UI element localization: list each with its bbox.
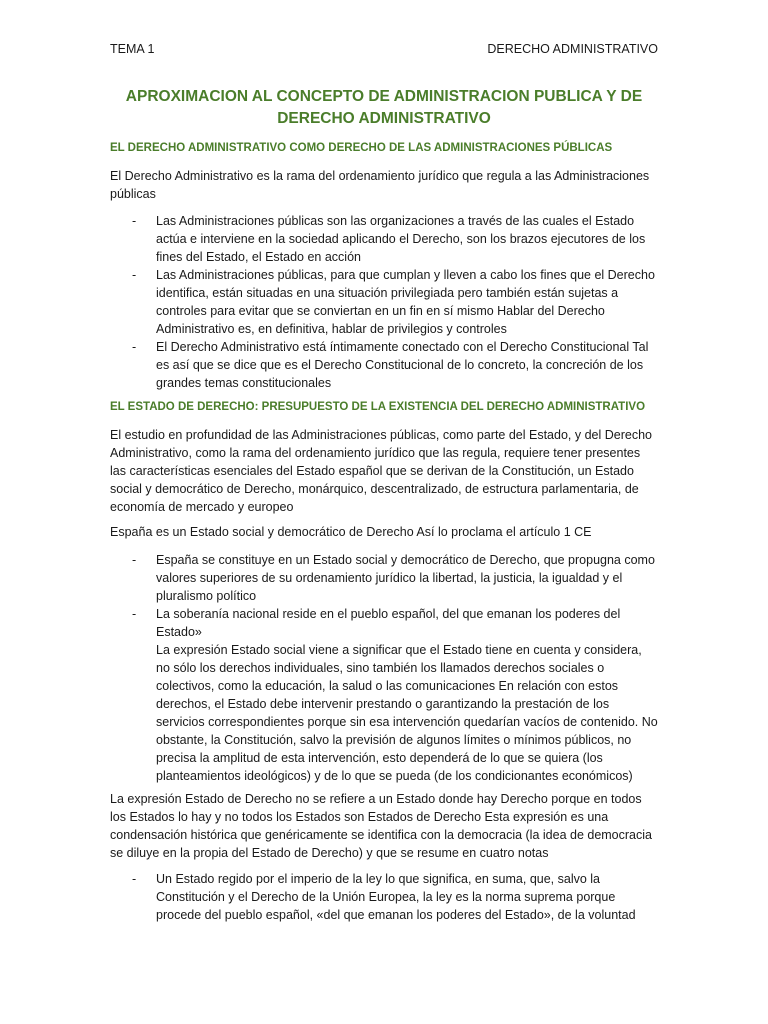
bullet-text: Las Administraciones públicas son las organizaciones a través de las cuales el Estado actúa e interviene en la sociedad aplicando el Derecho, son los brazos ejecutores de los fines del Estado, el Estado en acción xyxy=(156,214,646,264)
bullet-text: La soberanía nacional reside en el pueblo español, del que emanan los poderes del Estado» xyxy=(156,607,621,639)
section-1-bullet-list xyxy=(110,212,658,392)
bullet-dash: - xyxy=(132,607,137,621)
section-2-final-bullet-list xyxy=(110,870,658,924)
list-item xyxy=(110,212,658,266)
bullet-dash: - xyxy=(132,553,137,567)
bullet-text: España se constituye en un Estado social y democrático de Derecho, que propugna como valores superiores de su ordenamiento jurídico la libertad, la justicia, la igualdad y el pluralismo político xyxy=(156,553,655,603)
list-item xyxy=(110,551,658,605)
bullet-text: El Derecho Administrativo está íntimamente conectado con el Derecho Constitucional Tal es así que se dice que es el Derecho Constitucional de lo concreto, la concreción de los grandes temas constitucionales xyxy=(156,340,649,390)
section-1-heading: EL DERECHO ADMINISTRATIVO COMO DERECHO DE LAS ADMINISTRACIONES PÚBLICAS xyxy=(110,142,613,154)
document-title xyxy=(110,86,658,130)
header-right: DERECHO ADMINISTRATIVO xyxy=(487,42,658,56)
section-2-paragraph-2: España es un Estado social y democrático de Derecho Así lo proclama el artículo 1 CE xyxy=(110,525,592,539)
bullet-text: Las Administraciones públicas, para que cumplan y lleven a cabo los fines que el Derecho identifica, están situadas en una situación privilegiada pero también están sujetas a controles para evitar que se conviertan en un fin en sí mismo Hablar del Derecho Administrativo es, en definitiva, hablar de privilegios y controles xyxy=(156,268,655,336)
page-header xyxy=(110,42,658,56)
bullet-continuation: La expresión Estado social viene a significar que el Estado tiene en cuenta y considera, no sólo los derechos individuales, sino también los llamados derechos sociales o colectivos, como la educación, la salud o las comunicaciones En relación con estos derechos, el Estado debe intervenir prestando o garantizando la prestación de los servicios correspondientes porque sin esa intervención quedarían vacíos de contenido. No obstante, la Constitución, salvo la previsión de algunos límites o mínimos públicos, no precisa la amplitud de esta intervención, esto dependerá de lo que se quiera (los planteamientos ideológicos) y de lo que se pueda (de los condicionantes económicos) xyxy=(156,643,658,783)
list-item xyxy=(110,338,658,392)
section-2-heading: EL ESTADO DE DERECHO: PRESUPUESTO DE LA EXISTENCIA DEL DERECHO ADMINISTRATIVO xyxy=(110,401,646,413)
section-2-paragraph-3: La expresión Estado de Derecho no se refiere a un Estado donde hay Derecho porque en todos los Estados lo hay y no todos los Estados son Estados de Derecho Esta expresión es una condensación histórica que genéricamente se identifica con la democracia (la idea de democracia se diluye en la propia del Estado de Derecho) y que se resume en cuatro notas xyxy=(110,792,652,860)
bullet-text: Un Estado regido por el imperio de la ley lo que significa, en suma, que, salvo la Constitución y el Derecho de la Unión Europea, la ley es la norma suprema porque procede del pueblo español, «del que emanan los poderes del Estado», de la voluntad xyxy=(156,872,636,922)
list-item xyxy=(110,605,658,785)
section-1-intro: El Derecho Administrativo es la rama del ordenamiento jurídico que regula a las Administraciones públicas xyxy=(110,169,650,201)
title-line-1: APROXIMACION AL CONCEPTO DE ADMINISTRACION PUBLICA Y DE xyxy=(125,88,643,105)
title-line-2: DERECHO ADMINISTRATIVO xyxy=(277,110,491,127)
bullet-dash: - xyxy=(132,340,137,354)
bullet-dash: - xyxy=(132,214,137,228)
header-left: TEMA 1 xyxy=(110,42,155,56)
bullet-dash: - xyxy=(132,872,137,886)
section-2-bullet-list xyxy=(110,551,658,785)
section-2-paragraph-1: El estudio en profundidad de las Administraciones públicas, como parte del Estado, y del Derecho Administrativo, como la rama del ordenamiento jurídico que las regula, requiere tener presentes las características esenciales del Estado español que se derivan de la Constitución, un Estado social y democrático de Derecho, monárquico, descentralizado, de estructura parlamentaria, de economía de mercado y europeo xyxy=(110,428,652,514)
bullet-dash: - xyxy=(132,268,137,282)
list-item xyxy=(110,266,658,338)
list-item xyxy=(110,870,658,924)
